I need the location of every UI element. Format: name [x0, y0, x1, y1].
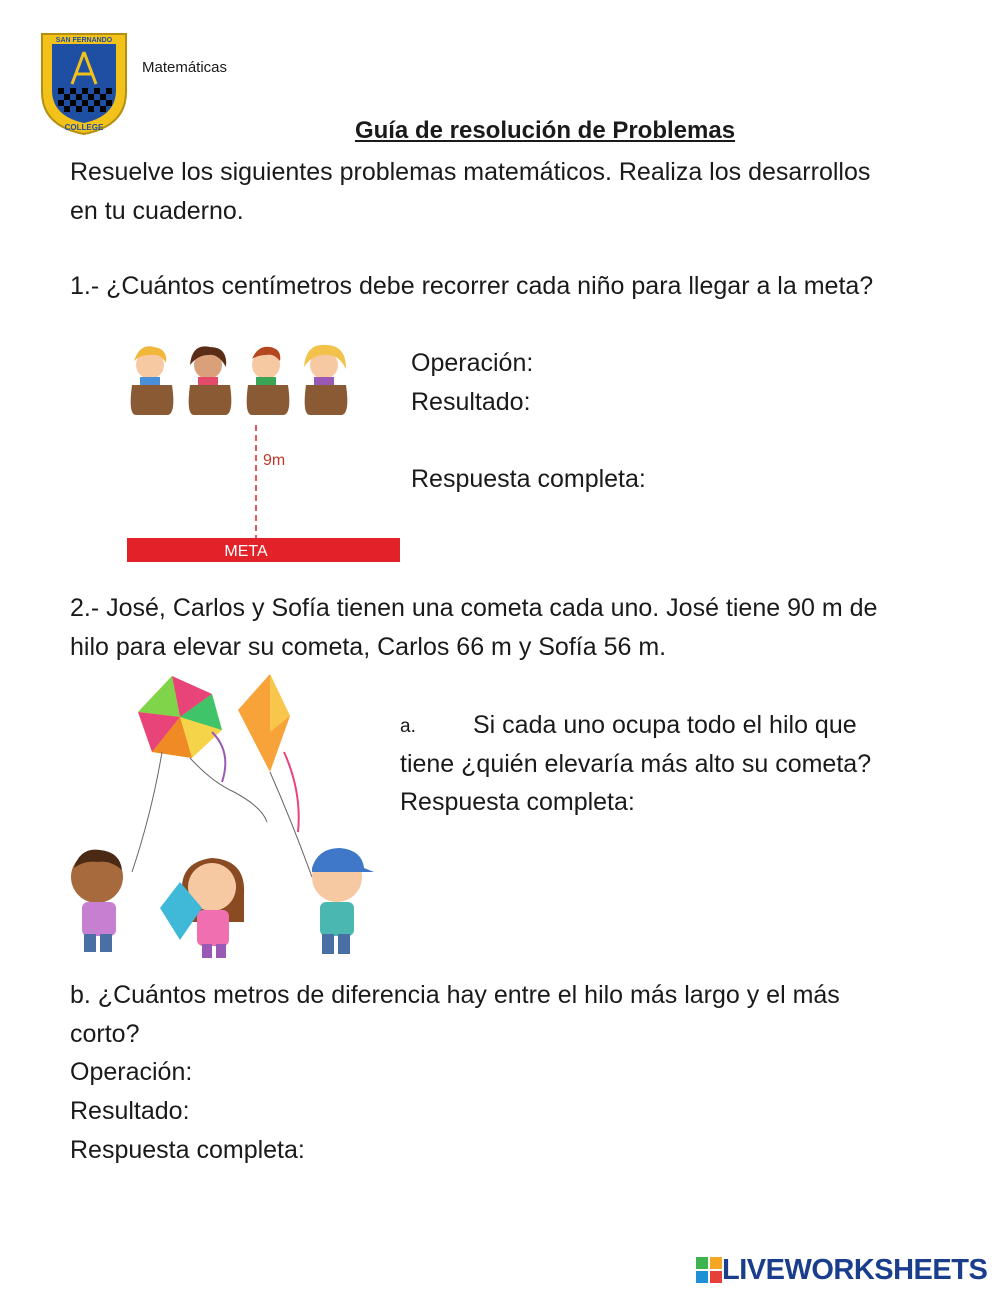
- sack-race-illustration: [120, 335, 410, 570]
- brand-text: LIVEWORKSHEETS: [722, 1253, 988, 1286]
- intro-line-2: en tu cuaderno.: [70, 197, 244, 225]
- sub-a-line-2: tiene ¿quién elevaría más alto su cometa?: [400, 750, 872, 778]
- boy-right: [312, 848, 374, 954]
- sub-a-answer-label: Respuesta completa:: [400, 788, 635, 816]
- problem-2-line-1: 2.- José, Carlos y Sofía tienen una cometa cada uno. José tiene 90 m de: [70, 594, 878, 622]
- intro-line-1: Resuelve los siguientes problemas matemáticos. Realiza los desarrollos: [70, 158, 871, 186]
- sub-b-line-1: b. ¿Cuántos metros de diferencia hay entre el hilo más largo y el más: [70, 981, 840, 1009]
- sub-b-line-2: corto?: [70, 1020, 140, 1048]
- sub-a-line-1: Si cada uno ocupa todo el hilo que: [473, 711, 857, 739]
- logo-top-text: SAN FERNANDO: [55, 37, 113, 44]
- goal-label: META: [224, 543, 268, 560]
- boy-left: [71, 850, 123, 952]
- child-3: [247, 347, 290, 415]
- liveworksheets-icon: [696, 1257, 722, 1283]
- p1-result-label: Resultado:: [411, 388, 531, 416]
- child-1: [131, 346, 174, 415]
- kites-illustration: [62, 672, 392, 972]
- problem-2-line-2: hilo para elevar su cometa, Carlos 66 m y Sofía 56 m.: [70, 633, 667, 661]
- girl-center: [160, 858, 244, 958]
- sub-b-operation-label: Operación:: [70, 1058, 193, 1086]
- subject-label: Matemáticas: [142, 59, 228, 76]
- p1-answer-label: Respuesta completa:: [411, 465, 646, 493]
- liveworksheets-brand: [696, 1252, 987, 1288]
- problem-1-question: 1.- ¿Cuántos centímetros debe recorrer cada niño para llegar a la meta?: [70, 272, 874, 300]
- page-title: Guía de resolución de Problemas: [354, 117, 736, 144]
- logo-bottom-text: COLLEGE: [64, 123, 104, 132]
- distance-label: 9m: [263, 452, 286, 469]
- p1-operation-label: Operación:: [411, 349, 534, 377]
- child-4: [304, 345, 347, 415]
- child-2: [189, 346, 232, 415]
- diamond-kite: [238, 674, 290, 772]
- hexagon-kite: [138, 676, 222, 758]
- sub-b-result-label: Resultado:: [70, 1097, 190, 1125]
- sub-a-marker: a.: [400, 716, 416, 737]
- sub-b-answer-label: Respuesta completa:: [70, 1136, 305, 1164]
